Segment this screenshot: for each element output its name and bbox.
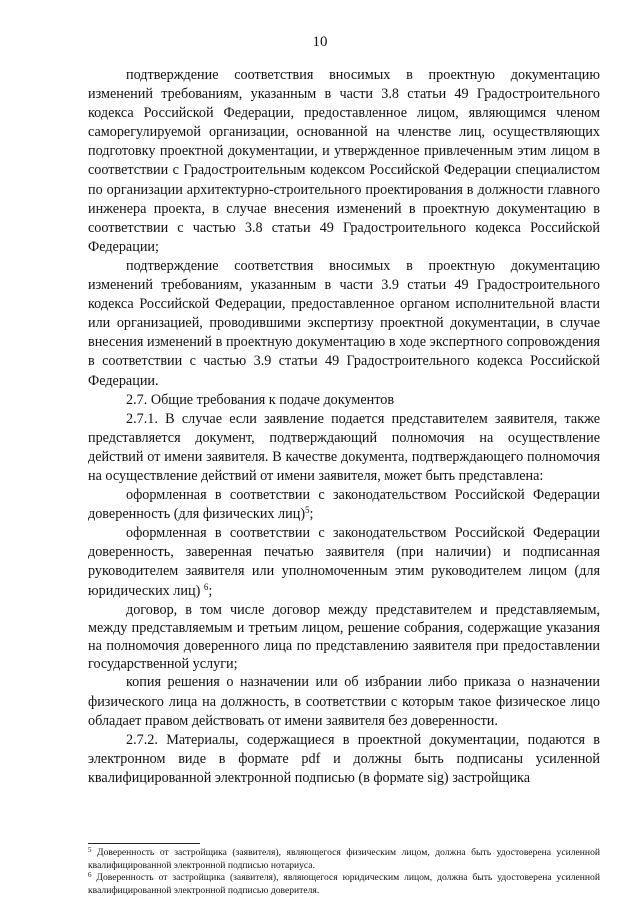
paragraph-confirmation-3-8: подтверждение соответствия вносимых в проектную документацию изменений требованиям, указанным в части 3.8 статьи 49 Градостроительного кодекса Российской Федерации, предоставленное лицом, являющимся членом саморегулируемой организации, основанной на членстве лиц, осуществляющих подготовку проектной документации, и утвержденное привлеченным этим лицом в соответствии с Градостроительным кодексом Российской Федерации специалистом по организации архитектурно-строительного проектирования в должности главного инженера проекта, в случае внесения изменений в проектную документацию в соответствии с частью 3.8 статьи 49 Градостроительного кодекса Российской Федерации; xyxy=(88,67,600,255)
paragraph-2-7-2: 2.7.2. Материалы, содержащиеся в проектной документации, подаются в электронном виде в формате pdf и должны быть подписаны усиленной квалифицированной электронной подписью (в формате sig) застройщика xyxy=(88,731,600,786)
list-item-terminator: ; xyxy=(208,582,213,599)
list-item-power-of-attorney-individuals xyxy=(88,486,600,524)
paragraph-2-7-1: 2.7.1. В случае если заявление подается представителем заявителя, также представляется документ, подтверждающий полномочия на осуществление действий от имени заявителя. В качестве документа, подтверждающего полномочия на осуществление действий от имени заявителя, может быть представлена: xyxy=(88,410,600,484)
footnote-ref-6: 6 xyxy=(203,581,209,592)
list-item-contract: договор, в том числе договор между представителем и представляемым, между представляемым и третьим лицом, решение собрания, содержащие указания на полномочия доверенного лица по представлению заявителя при предоставлении государственной услуги; xyxy=(88,601,600,673)
footnote-divider xyxy=(88,843,200,844)
list-item-appointment-decision: копия решения о назначении или об избрании либо приказа о назначении физического лица на должность, в соответствии с которым такое физическое лицо обладает правом действовать от имени заявителя без доверенности. xyxy=(88,674,600,729)
footnotes xyxy=(88,847,600,897)
list-item-power-of-attorney-legal-entities xyxy=(88,524,600,600)
footnote-text: Доверенность от застройщика (заявителя), являющегося юридическим лицом, должна быть удостоверена усиленной квалифицированной электронной подписью доверителя. xyxy=(88,872,600,896)
page-number: 10 xyxy=(312,34,328,50)
footnote-mark-6: 6 xyxy=(88,871,92,880)
footnote-ref-5: 5 xyxy=(305,505,310,516)
footnote-text: Доверенность от застройщика (заявителя), являющегося физическим лицом, должна быть удостоверена усиленной квалифицированной электронной подписью нотариуса. xyxy=(88,847,600,871)
footnote-6 xyxy=(88,872,600,897)
footnote-5 xyxy=(88,847,600,872)
document-body xyxy=(88,66,600,788)
list-item-text: оформленная в соответствии с законодательством Российской Федерации доверенность (для физических лиц) xyxy=(88,487,600,523)
section-heading-2-7: 2.7. Общие требования к подаче документов xyxy=(126,391,395,408)
paragraph-confirmation-3-9: подтверждение соответствия вносимых в проектную документацию изменений требованиям, указанным в части 3.9 статьи 49 Градостроительного кодекса Российской Федерации, предоставленное органом исполнительной власти или организацией, проводившими экспертизу проектной документации, в случае внесения изменений в проектную документацию в ходе экспертного сопровождения в соответствии с частью 3.9 статьи 49 Градостроительного кодекса Российской Федерации. xyxy=(88,257,600,389)
footnote-mark-5: 5 xyxy=(88,846,92,854)
list-item-terminator: ; xyxy=(309,506,314,523)
list-item-text: оформленная в соответствии с законодательством Российской Федерации доверенность, заверенная печатью заявителя (при наличии) и подписанная руководителем заявителя или уполномоченным этим руководителем лицом (для юридических лиц) xyxy=(88,525,600,599)
